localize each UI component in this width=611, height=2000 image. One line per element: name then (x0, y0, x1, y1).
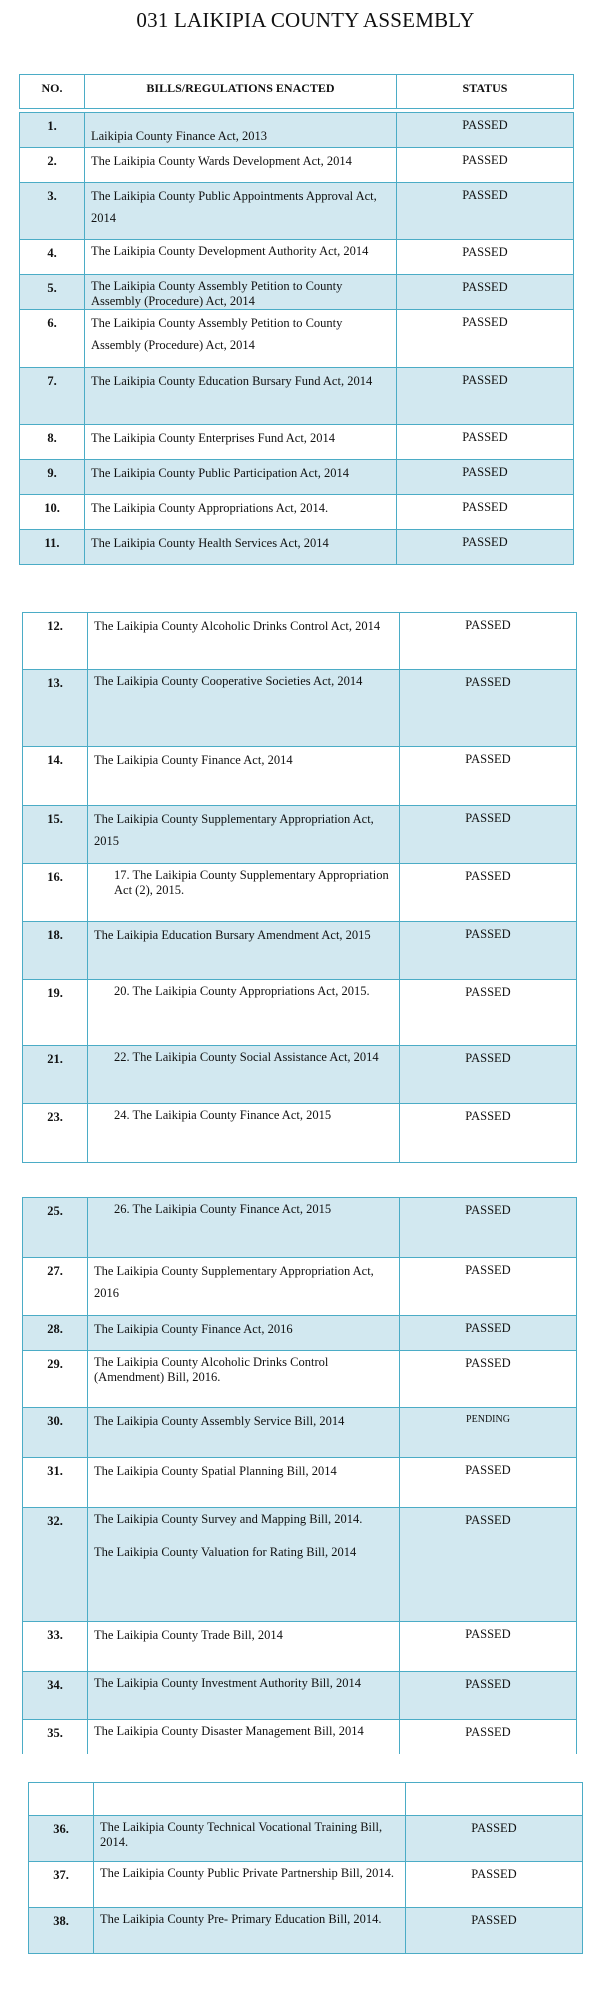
table-row (20, 183, 574, 240)
bill-title: The Laikipia County Health Services Act, 2014 (85, 530, 397, 565)
status-text: PASSED (397, 183, 574, 240)
row-number: 25. (23, 1198, 88, 1258)
status-text: PASSED (400, 1316, 577, 1351)
row-number: 30. (23, 1408, 88, 1458)
bill-title: The Laikipia County Public Appointments Approval Act, 2014 (85, 183, 397, 240)
bill-title: The Laikipia County Cooperative Societies Act, 2014 (88, 670, 400, 747)
row-number: 4. (20, 240, 85, 275)
status-text: PASSED (400, 670, 577, 747)
table-row (20, 310, 574, 368)
status-text: PASSED (406, 1862, 583, 1908)
table-row (23, 1672, 577, 1720)
status-text: PASSED (397, 460, 574, 495)
table-header-row (20, 75, 574, 109)
bill-title: The Laikipia County Finance Act, 2016 (88, 1316, 400, 1351)
row-number: 34. (23, 1672, 88, 1720)
status-text: PASSED (400, 1458, 577, 1508)
row-number: 36. (29, 1816, 94, 1862)
row-number: 3. (20, 183, 85, 240)
row-number: 15. (23, 806, 88, 864)
row-number: 37. (29, 1862, 94, 1908)
status-text: PENDING (400, 1408, 577, 1458)
header-status: STATUS (397, 75, 574, 109)
table-row-empty (29, 1783, 583, 1816)
table-row (23, 1104, 577, 1163)
status-text: PASSED (400, 806, 577, 864)
bill-title-2: The Laikipia County Valuation for Rating Bill, 2014 (94, 1545, 357, 1559)
row-number: 13. (23, 670, 88, 747)
table-row (23, 1508, 577, 1622)
bill-title: The Laikipia County Investment Authority Bill, 2014 (88, 1672, 400, 1720)
table-row (20, 460, 574, 495)
bill-title: The Laikipia County Enterprises Fund Act, 2014 (85, 425, 397, 460)
status-text: PASSED (406, 1908, 583, 1954)
status-text: PASSED (400, 1672, 577, 1720)
bill-title: The Laikipia County Supplementary Appropriation Act, 2016 (88, 1258, 400, 1316)
bills-table-2 (22, 612, 577, 1163)
status-text: PASSED (400, 1351, 577, 1408)
bill-title: The Laikipia County Development Authority Act, 2014 (85, 240, 397, 275)
table-row (23, 1046, 577, 1104)
bill-title: 17. The Laikipia County Supplementary Appropriation Act (2), 2015. (88, 864, 400, 922)
bill-title: The Laikipia County Assembly Petition to County Assembly (Procedure) Act, 2014 (85, 275, 397, 310)
bill-title: The Laikipia County Assembly Service Bill, 2014 (88, 1408, 400, 1458)
row-number: 19. (23, 980, 88, 1046)
bill-title: The Laikipia County Technical Vocational Training Bill, 2014. (94, 1816, 406, 1862)
bill-title: The Laikipia County Alcoholic Drinks Control (Amendment) Bill, 2016. (88, 1351, 400, 1408)
status-text: PASSED (400, 1046, 577, 1104)
row-number: 31. (23, 1458, 88, 1508)
table-row (23, 980, 577, 1046)
status-text: PASSED (397, 425, 574, 460)
bill-title: The Laikipia County Education Bursary Fund Act, 2014 (85, 368, 397, 425)
row-number: 7. (20, 368, 85, 425)
status-text: PASSED (400, 1508, 577, 1622)
bill-title: The Laikipia County Alcoholic Drinks Control Act, 2014 (88, 613, 400, 670)
bill-title: The Laikipia County Assembly Petition to County Assembly (Procedure) Act, 2014 (85, 310, 397, 368)
status-text: PASSED (400, 1104, 577, 1163)
table-row (23, 1258, 577, 1316)
row-number: 1. (20, 113, 85, 148)
row-number: 23. (23, 1104, 88, 1163)
status-text: PASSED (400, 922, 577, 980)
table-row (23, 1720, 577, 1754)
bill-cell (88, 1508, 400, 1622)
bills-table-1 (19, 74, 574, 565)
table-row (29, 1816, 583, 1862)
row-number: 11. (20, 530, 85, 565)
table-row (29, 1862, 583, 1908)
row-number: 2. (20, 148, 85, 183)
row-number: 14. (23, 747, 88, 806)
table-row (20, 275, 574, 310)
bills-table-4 (28, 1782, 583, 1954)
table-row (23, 1458, 577, 1508)
row-number: 21. (23, 1046, 88, 1104)
row-number: 35. (23, 1720, 88, 1754)
bill-title: 26. The Laikipia County Finance Act, 2015 (88, 1198, 400, 1258)
table-row (23, 1316, 577, 1351)
status-text: PASSED (397, 530, 574, 565)
bill-title: The Laikipia County Public Participation Act, 2014 (85, 460, 397, 495)
status-text: PASSED (400, 1198, 577, 1258)
row-number: 28. (23, 1316, 88, 1351)
bill-title: The Laikipia County Public Private Partnership Bill, 2014. (94, 1862, 406, 1908)
row-number: 38. (29, 1908, 94, 1954)
table-row (23, 1408, 577, 1458)
table-row (23, 864, 577, 922)
table-row (20, 368, 574, 425)
table-row (23, 613, 577, 670)
status-text: PASSED (397, 148, 574, 183)
table-row (23, 1622, 577, 1672)
bill-title: The Laikipia County Survey and Mapping Bill, 2014. (94, 1512, 363, 1526)
status-text: PASSED (397, 368, 574, 425)
bill-title: The Laikipia County Finance Act, 2014 (88, 747, 400, 806)
table-row (23, 670, 577, 747)
header-no: NO. (20, 75, 85, 109)
status-text: PASSED (397, 113, 574, 148)
table-row (20, 495, 574, 530)
status-text: PASSED (397, 240, 574, 275)
row-number: 16. (23, 864, 88, 922)
row-number: 33. (23, 1622, 88, 1672)
row-number: 29. (23, 1351, 88, 1408)
table-row (23, 922, 577, 980)
row-number: 18. (23, 922, 88, 980)
bill-title: The Laikipia County Disaster Management Bill, 2014 (88, 1720, 400, 1754)
row-number: 6. (20, 310, 85, 368)
header-bills: BILLS/REGULATIONS ENACTED (85, 75, 397, 109)
bill-title: 22. The Laikipia County Social Assistance Act, 2014 (88, 1046, 400, 1104)
row-number: 10. (20, 495, 85, 530)
bills-table-3 (22, 1197, 577, 1754)
table-row (20, 530, 574, 565)
table-row (23, 747, 577, 806)
table-row (23, 806, 577, 864)
table-row (20, 113, 574, 148)
row-number: 32. (23, 1508, 88, 1622)
table-row (20, 148, 574, 183)
status-text: PASSED (400, 864, 577, 922)
bill-title: The Laikipia County Trade Bill, 2014 (88, 1622, 400, 1672)
bill-title: 20. The Laikipia County Appropriations Act, 2015. (88, 980, 400, 1046)
bill-title: 24. The Laikipia County Finance Act, 2015 (88, 1104, 400, 1163)
table-row (20, 240, 574, 275)
bill-title: The Laikipia County Spatial Planning Bill, 2014 (88, 1458, 400, 1508)
bill-title: The Laikipia County Wards Development Act, 2014 (85, 148, 397, 183)
table-row (20, 425, 574, 460)
row-number: 12. (23, 613, 88, 670)
status-text: PASSED (397, 310, 574, 368)
status-text: PASSED (400, 980, 577, 1046)
bill-title: The Laikipia Education Bursary Amendment Act, 2015 (88, 922, 400, 980)
status-text: PASSED (397, 275, 574, 310)
bill-title: The Laikipia County Supplementary Appropriation Act, 2015 (88, 806, 400, 864)
table-row (23, 1351, 577, 1408)
row-number: 9. (20, 460, 85, 495)
row-number: 5. (20, 275, 85, 310)
status-text: PASSED (397, 495, 574, 530)
table-row (23, 1198, 577, 1258)
row-number: 27. (23, 1258, 88, 1316)
status-text: PASSED (400, 1720, 577, 1754)
page-title: 031 LAIKIPIA COUNTY ASSEMBLY (136, 8, 475, 32)
bill-title: The Laikipia County Pre- Primary Education Bill, 2014. (94, 1908, 406, 1954)
status-text: PASSED (400, 1622, 577, 1672)
table-row (29, 1908, 583, 1954)
bill-title: Laikipia County Finance Act, 2013 (85, 113, 397, 148)
status-text: PASSED (400, 747, 577, 806)
row-number: 8. (20, 425, 85, 460)
bill-title: The Laikipia County Appropriations Act, 2014. (85, 495, 397, 530)
status-text: PASSED (406, 1816, 583, 1862)
status-text: PASSED (400, 1258, 577, 1316)
status-text: PASSED (400, 613, 577, 670)
